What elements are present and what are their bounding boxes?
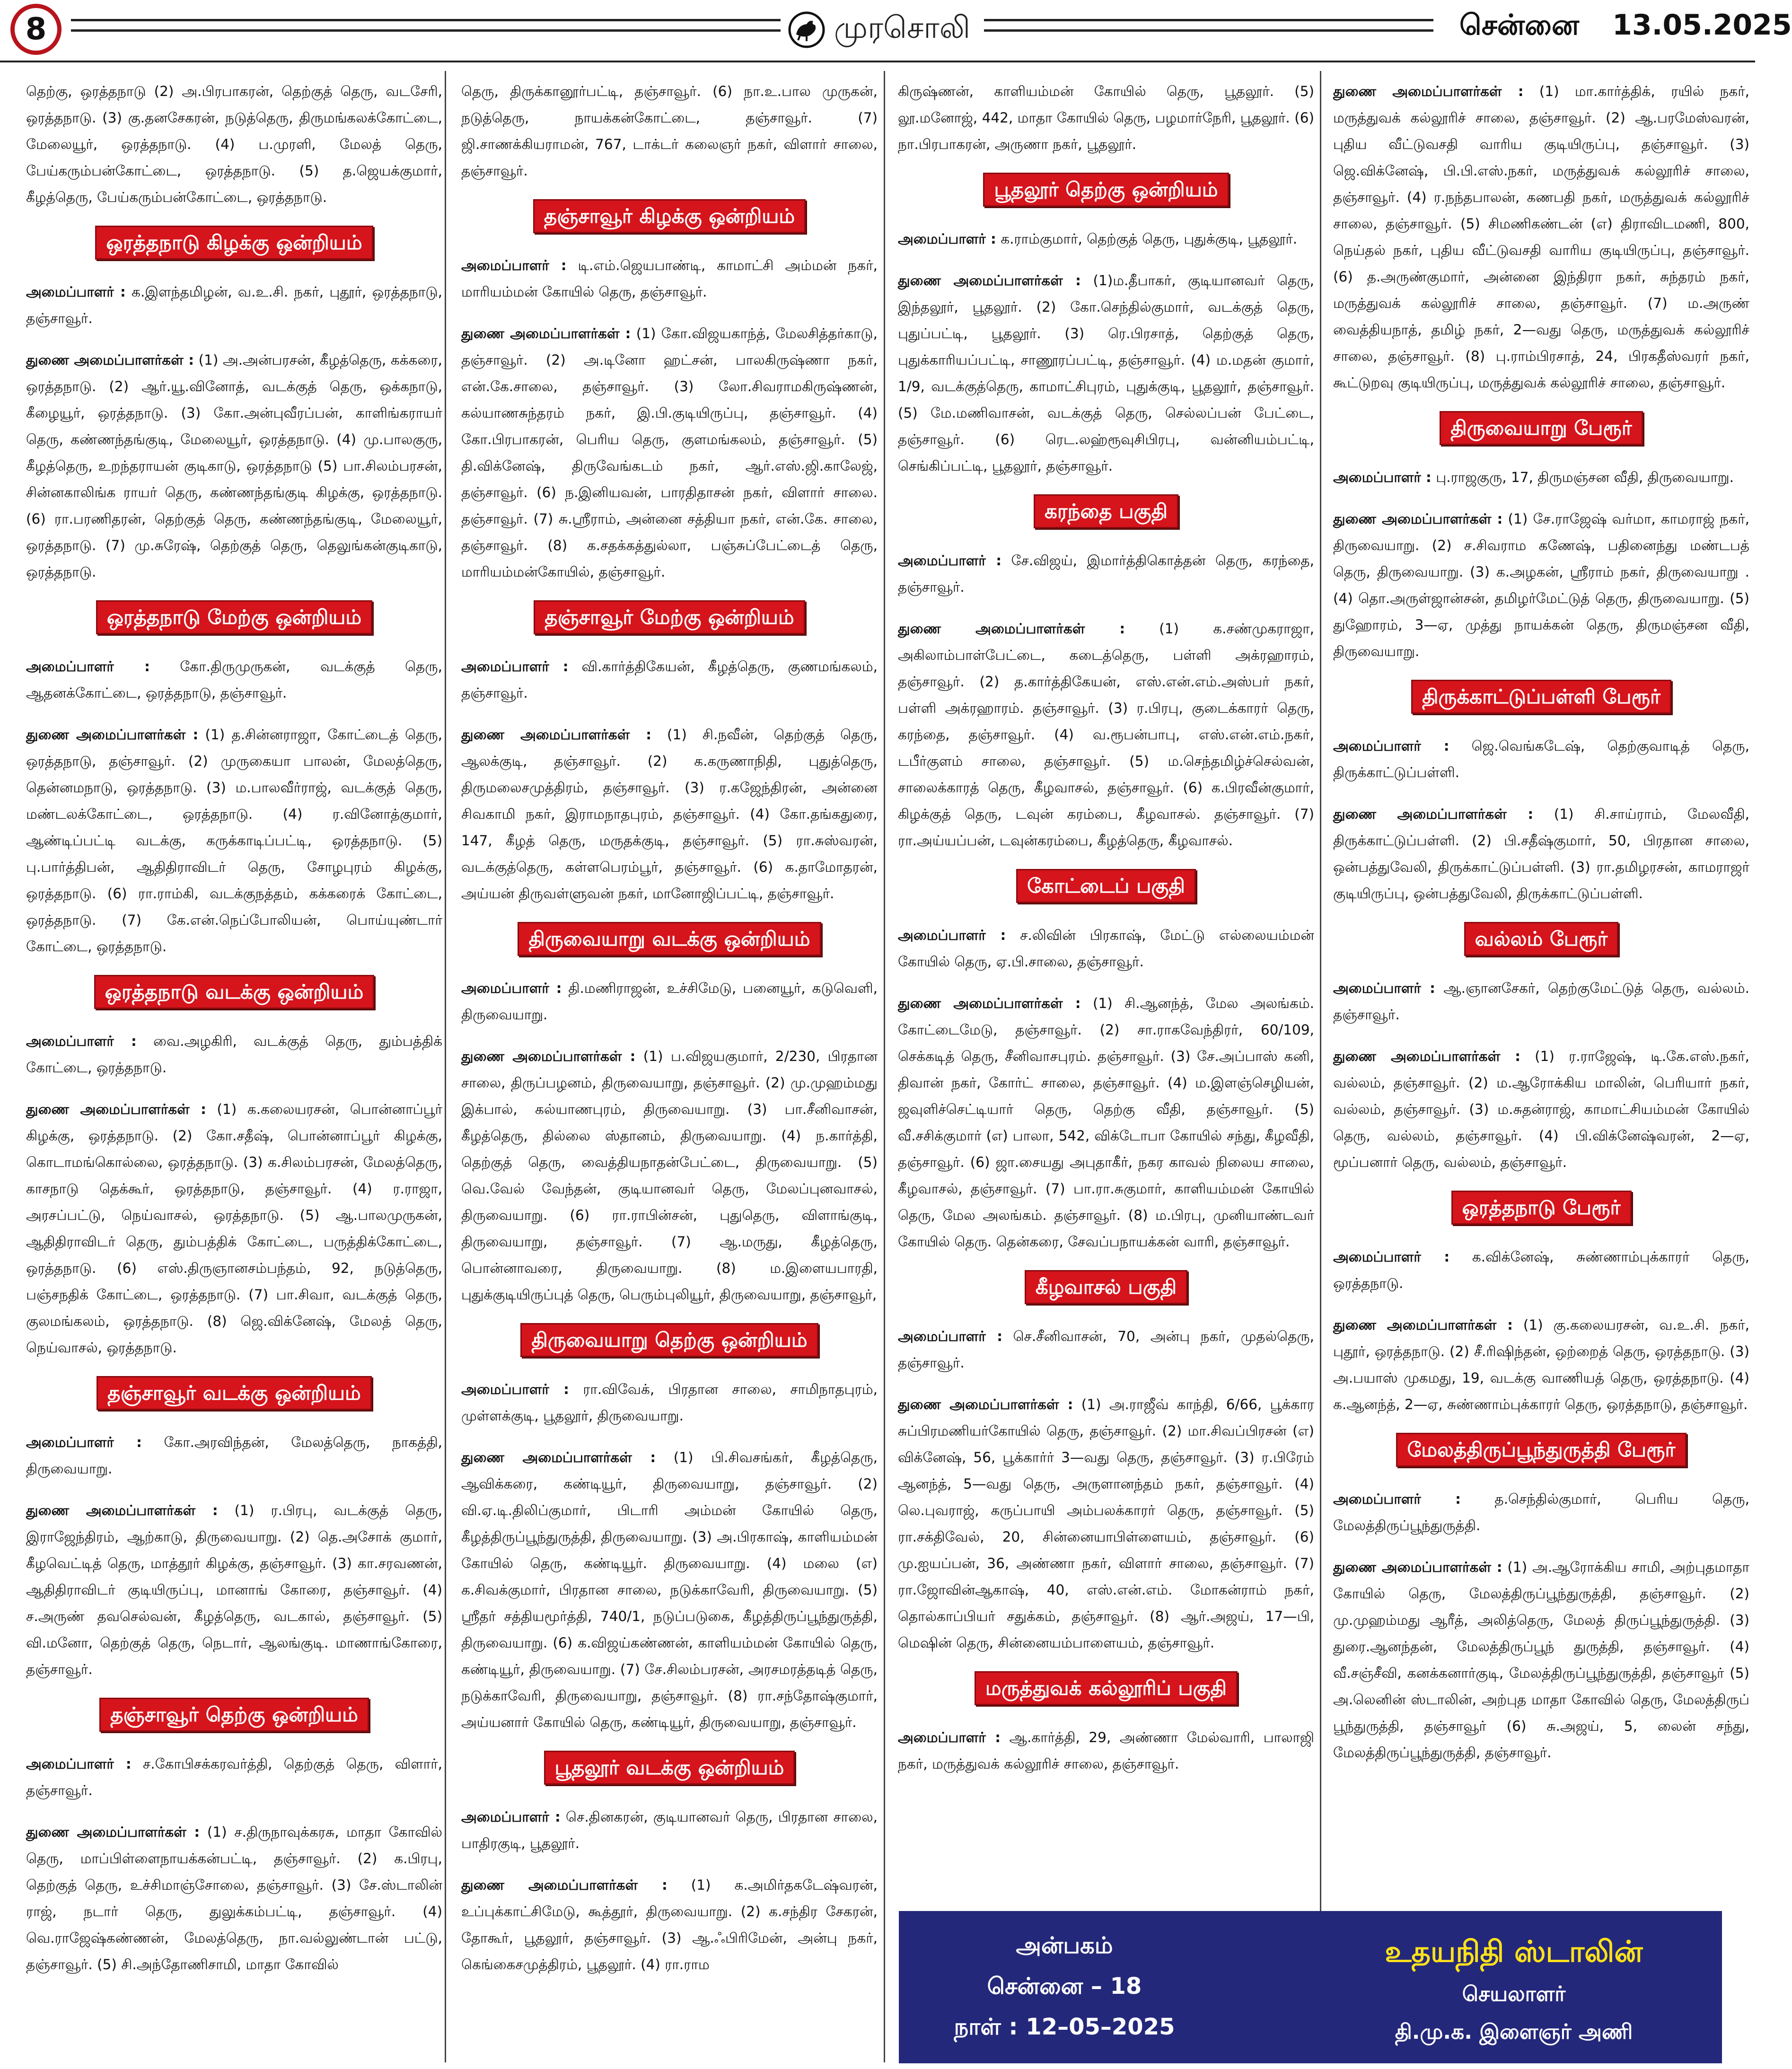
role-label: அமைப்பாளர் :: [26, 658, 150, 675]
role-label: துணை அமைப்பாளர்கள் :: [26, 1824, 200, 1840]
role-label: துணை அமைப்பாளர்கள் :: [1333, 511, 1503, 527]
deputy-entry: [898, 615, 1314, 854]
section-heading-label: ஒரத்தநாடு பேரூர்: [1451, 1191, 1632, 1225]
deputy-entry: [1333, 1554, 1749, 1766]
body-paragraph: தெற்கு, ஒரத்தநாடு (2) அ.பிரபாகரன், தெற்குத் தெரு, வடசேரி, ஒரத்தநாடு. (3) கு.தனசேகரன், நடுத்தெரு, திருமங்கலக்கோட்டை, மேலையூர், ஒரத்தநாடு. (4) ப.முரளி, மேலத் தெரு, பேய்கரும்பன்கோட்டை, ஒரத்தநாடு. (5) த.ஜெயக்குமார், கீழத்தெரு, பேய்கரும்பன்கோட்டை, ஒரத்தநாடு.: [26, 83, 442, 205]
section-heading-label: கரந்தை பகுதி: [1034, 494, 1178, 528]
role-label: அமைப்பாளர் :: [898, 1729, 1001, 1745]
role-label: அமைப்பாளர் :: [1333, 469, 1432, 485]
organiser-entry: [898, 226, 1314, 252]
signature-notice-box: [899, 1911, 1722, 2063]
section-heading-label: பூதலூர் தெற்கு ஒன்றியம்: [983, 173, 1229, 207]
entry-text: (1) சி.சாய்ராம், மேலவீதி, திருக்காட்டுப்பள்ளி. (2) பி.சதீஷ்குமார், 50, பிரதான சாலை, ஒன்பத்துவேலி, திருக்காட்டுப்பள்ளி. (3) ரா.தமிழரசன், காமராஜர் குடியிருப்பு, ஒன்பத்துவேலி, திருக்காட்டுப்பள்ளி.: [1333, 806, 1749, 902]
section-heading: [898, 869, 1314, 903]
organiser-entry: [898, 1323, 1314, 1376]
edition-info: [1459, 9, 1792, 45]
deputy-entry: [26, 347, 442, 585]
role-label: துணை அமைப்பாளர்கள் :: [26, 352, 194, 368]
deputy-entry: [461, 320, 878, 585]
masthead-title: முரசொலி: [834, 10, 970, 45]
organiser-entry: [1333, 1486, 1749, 1539]
column-3: [898, 78, 1314, 1792]
section-heading: [898, 494, 1314, 528]
notice-city: சென்னை – 18: [987, 1973, 1142, 1999]
section-heading-label: திருவையாறு வடக்கு ஒன்றியம்: [518, 922, 821, 956]
role-label: அமைப்பாளர் :: [1333, 738, 1449, 754]
section-heading: [461, 1751, 878, 1785]
role-label: அமைப்பாளர் :: [26, 1434, 142, 1450]
entry-text: (1) க.கலையரசன், பொன்னாப்பூர் கிழக்கு, ஒரத்தநாடு. (2) கோ.சதீஷ், பொன்னாப்பூர் கிழக்கு, கொடாமங்கொல்லை, ஒரத்தநாடு. (3) க.சிலம்பரசன், மேலத்தெரு, காசநாடு தெக்கூர், ஒரத்தநாடு, தஞ்சாவூர். (4) ர.ராஜா, அரசப்பட்டு, நெய்வாசல், ஒரத்தநாடு. (5) ஆ.பாலமுருகன், ஆதிதிராவிடர் தெரு, தும்பத்திக் கோட்டை, பருத்திக்கோட்டை, ஒரத்தநாடு. (6) எஸ்.திருஞானசம்பந்தம், 92, நடுத்தெரு, பஞ்சநதிக் கோட்டை, ஒரத்தநாடு. (7) பா.சிவா, வடக்குத் தெரு, குலமங்கலம், ஒரத்தநாடு. (8) ஜெ.விக்னேஷ், மேலத் தெரு, நெய்வாசல், ஒரத்தநாடு.: [26, 1101, 442, 1356]
entry-text: கோ.திருமுருகன், வடக்குத் தெரு, ஆதனக்கோட்டை, ஒரத்தநாடு, தஞ்சாவூர்.: [26, 658, 442, 701]
notice-date: நாள் : 12–05–2025: [954, 2014, 1175, 2040]
role-label: அமைப்பாளர் :: [461, 980, 562, 996]
entry-text: ஆ.ஞானசேகர், தெற்குமேட்டுத் தெரு, வல்லம். தஞ்சாவூர்.: [1333, 980, 1749, 1023]
section-heading-label: வல்லம் பேரூர்: [1464, 922, 1619, 956]
entry-text: சே.விஜய், இமார்த்திகொத்தன் தெரு, கரந்தை, தஞ்சாவூர்.: [898, 552, 1314, 595]
section-heading: [898, 173, 1314, 207]
entry-text: (1) பி.சிவசங்கர், கீழத்தெரு, ஆவிக்கரை, கண்டியூர், திருவையாறு, தஞ்சாவூர். (2) வி.ஏ.டி.திலிப்குமார், பிடாரி அம்மன் கோயில் தெரு, கீழத்திருப்பூந்துருத்தி, திருவையாறு. (3) அ.பிரகாஷ், காளியம்மன் கோயில் தெரு, கண்டியூர். திருவையாறு. (4) மலை (எ) க.சிவக்குமார், பிரதான சாலை, நடுக்காவேரி, திருவையாறு. (5) ஸ்ரீதர் சத்தியமூர்த்தி, 740/1, நடுப்படுகை, கீழத்திருப்பூந்துருத்தி, திருவையாறு. (6) க.விஜய்கண்ணன், காளியம்மன் கோயில் தெரு, கண்டியூர், திருவையாறு. (7) சே.சிலம்பரசன், அரசமரத்தடித் தெரு, நடுக்காவேரி, திருவையாறு, தஞ்சாவூர். (8) ரா.சந்தோஷ்குமார், அய்யனார் கோயில் தெரு, கண்டியூர், திருவையாறு, தஞ்சாவூர்.: [461, 1449, 878, 1730]
entry-text: ஆ.கார்த்தி, 29, அண்ணா மேல்வாரி, பாலாஜி நகர், மருத்துவக் கல்லூரிச் சாலை, தஞ்சாவூர்.: [898, 1729, 1314, 1772]
header-rule: [984, 29, 1433, 32]
entry-text: வி.கார்த்திகேயன், கீழத்தெரு, குணமங்கலம், தஞ்சாவூர்.: [461, 658, 878, 701]
section-heading-label: ஒரத்தநாடு மேற்கு ஒன்றியம்: [96, 600, 372, 634]
organiser-entry: [26, 653, 442, 706]
entry-text: (1) மா.கார்த்திக், ரயில் நகர், மருத்துவக் கல்லூரிச் சாலை, தஞ்சாவூர். (2) ஆ.பரமேஸ்வரன், புதிய வீட்டுவசதி வாரிய குடியிருப்பு, தஞ்சாவூர். (3) ஜெ.விக்னேஷ், பி.பி.எஸ்.நகர், மருத்துவக் கல்லூரிச் சாலை, தஞ்சாவூர். (4) ர.நந்தபாலன், கணபதி நகர், மருத்துவக் கல்லூரிச் சாலை, தஞ்சாவூர். (5) சிமணிகண்டன் (எ) திராவிடமணி, 800, நெய்தல் நகர், புதிய வீட்டுவசதி வாரிய குடியிருப்பு, தஞ்சாவூர். (6) த.அருண்குமார், அன்னை இந்திரா நகர், சுந்தரம் நகர், மருத்துவக் கல்லூரிச் சாலை, தஞ்சாவூர். (7) ம.அருண் வைத்தியநாத், தமிழ் நகர், 2—வது தெரு, மருத்துவக் கல்லூரிச் சாலை, தஞ்சாவூர். (8) பு.ராம்பிரசாத், 24, பிரகதீஸ்வரர் நகர், கூட்டுறவு குடியிருப்பு, மருத்துவக் கல்லூரிச் சாலை, தஞ்சாவூர்.: [1333, 83, 1749, 391]
entry-text: க.விக்னேஷ், சுண்ணாம்புக்காரர் தெரு, ஒரத்தநாடு.: [1333, 1249, 1749, 1291]
organiser-entry: [26, 1429, 442, 1482]
role-label: அமைப்பாளர் :: [1333, 1249, 1450, 1265]
entry-text: (1) ப.விஜயகுமார், 2/230, பிரதான சாலை, திருப்பழனம், திருவையாறு, தஞ்சாவூர். (2) மு.முஹம்மது இக்பால், கல்யாணபுரம், திருவையாறு. (3) பா.சீனிவாசன், கீழத்தெரு, தில்லை ஸ்தானம், திருவையாறு. (4) ந.கார்த்தி, தெற்குத் தெரு, வைத்தியநாதன்பேட்டை, திருவையாறு. (5) வெ.வேல் வேந்தன், குடியானவர் தெரு, மேலப்புனவாசல், திருவையாறு. (6) ரா.ராபின்சன், புதுதெரு, விளாங்குடி, திருவையாறு, தஞ்சாவூர். (7) ஆ.மருது, கீழத்தெரு, பொன்னாவரை, திருவையாறு. (8) ம.இளையபாரதி, புதுக்குடியிருப்புத் தெரு, பெரும்புலியூர், திருவையாறு, தஞ்சாவூர்,: [461, 1048, 878, 1303]
column-2: [461, 78, 878, 1993]
edition-date: 13.05.2025: [1612, 9, 1792, 42]
section-heading-label: மேலத்திருப்பூந்துருத்தி பேரூர்: [1396, 1433, 1686, 1467]
role-label: துணை அமைப்பாளர்கள் :: [898, 272, 1081, 289]
organiser-entry: [898, 547, 1314, 600]
section-heading: [461, 922, 878, 956]
signatory-name: உதயநிதி ஸ்டாலின்: [1385, 1934, 1643, 1969]
entry-text: க.ராம்குமார், தெற்குத் தெரு, புதுக்குடி, பூதலூர்.: [996, 231, 1298, 247]
masthead-block: [788, 9, 970, 51]
section-heading: [898, 1671, 1314, 1705]
deputy-entry: [1333, 78, 1749, 396]
entry-text: (1) கு.கலையரசன், வ.உ.சி. நகர், புதூர், ஒரத்தநாடு. (2) சீ.ரிஷிந்தன், ஒற்றைத் தெரு, ஒரத்தநாடு. (3) அ.பயாஸ் முகமது, 19, வடக்கு வாணியத் தெரு, ஒரத்தநாடு. (4) க.ஆனந்த், 2—ஏ, சுண்ணாம்புக்காரர் தெரு, ஒரத்தநாடு, தஞ்சாவூர்.: [1333, 1317, 1749, 1412]
section-heading: [461, 600, 878, 634]
section-heading-label: திருவையாறு தெற்கு ஒன்றியம்: [520, 1323, 818, 1357]
notice-place: அன்பகம்: [1016, 1932, 1113, 1959]
role-label: அமைப்பாளர் :: [26, 1756, 132, 1772]
entry-text: செ.சீனிவாசன், 70, அன்பு நகர், முதல்தெரு, தஞ்சாவூர்.: [898, 1328, 1315, 1371]
deputy-entry: [461, 1043, 878, 1308]
role-label: துணை அமைப்பாளர்கள் :: [26, 1101, 206, 1117]
section-heading: [1333, 411, 1749, 445]
page-number: 8: [10, 4, 61, 55]
entry-text: க.இளந்தமிழன், வ.உ.சி. நகர், புதூர், ஒரத்தநாடு, தஞ்சாவூர்.: [26, 284, 442, 326]
role-label: துணை அமைப்பாளர்கள் :: [461, 1877, 668, 1893]
section-heading-label: தஞ்சாவூர் மேற்கு ஒன்றியம்: [534, 600, 805, 634]
section-heading-label: தஞ்சாவூர் கிழக்கு ஒன்றியம்: [533, 199, 806, 233]
entry-text: வை.அழகிரி, வடக்குத் தெரு, தும்பத்திக் கோட்டை, ஒரத்தநாடு.: [26, 1033, 442, 1076]
entry-text: (1) த.சின்னராஜா, கோட்டைத் தெரு, ஒரத்தநாடு, தஞ்சாவூர். (2) முருகையா பாலன், மேலத்தெரு, தென்னமநாடு, ஒரத்தநாடு. (3) ம.பாலவீர்ராஜ், வடக்குத் தெரு, மண்டலக்கோட்டை, ஒரத்தநாடு. (4) ர.வினோத்குமார், ஆண்டிப்பட்டி வடக்கு, கருக்காடிப்பட்டி, ஒரத்தநாடு. (5) பு.பார்த்திபன், ஆதிதிராவிடர் தெரு, சோழபுரம் கிழக்கு, ஒரத்தநாடு. (6) ரா.ராம்கி, வடக்குநத்தம், கக்கரைக் கோட்டை, ஒரத்தநாடு. (7) கே.என்.நெப்போலியன், பொய்யுண்டார் கோட்டை, ஒரத்தநாடு.: [26, 727, 442, 955]
section-heading-label: ஒரத்தநாடு கிழக்கு ஒன்றியம்: [95, 226, 373, 260]
role-label: அமைப்பாளர் :: [1333, 1491, 1461, 1507]
section-heading: [1333, 680, 1749, 714]
entry-text: (1) அ.ஆரோக்கிய சாமி, அற்புதமாதா கோயில் தெரு, மேலத்திருப்பூந்துருத்தி, தஞ்சாவூர். (2) மு.முஹம்மது ஆரீத், அலித்தெரு, மேலத் திருப்பூந்துருத்தி. (3) துரை.ஆனந்தன், மேலத்திருப்பூந் துருத்தி, தஞ்சாவூர். (4) வீ.சஞ்சீவி, கனக்கனார்குடி, மேலத்திருப்பூந்துருத்தி, தஞ்சாவூர் (5) அ.லெனின் ஸ்டாலின், அற்புத மாதா கோவில் தெரு, மேலத்திருப் பூந்துருத்தி, தஞ்சாவூர் (6) சு.அஜய், 5, லைன் சந்து, மேலத்திருப்பூந்துருத்தி, தஞ்சாவூர்.: [1333, 1559, 1749, 1761]
organiser-entry: [26, 1028, 442, 1081]
edition-city: சென்னை: [1459, 9, 1580, 42]
organiser-entry: [1333, 733, 1749, 786]
section-heading-label: தஞ்சாவூர் வடக்கு ஒன்றியம்: [97, 1376, 372, 1410]
entry-text: (1) ர.பிரபு, வடக்குத் தெரு, இராஜேந்திரம், ஆற்காடு, திருவையாறு. (2) தெ.அசோக் குமார், கீழவெட்டித் தெரு, மாத்தூர் கிழக்கு, தஞ்சாவூர். (3) கா.சரவணன், ஆதிதிராவிடர் குடியிருப்பு, மானாங் கோரை, தஞ்சாவூர். (4) ச.அருண் தவசெல்வன், கீழத்தெரு, வடகால், தஞ்சாவூர். (5) வி.மனோ, தெற்குத் தெரு, நெடார், ஆலங்குடி. மாணாங்கோரை, தஞ்சாவூர்.: [26, 1502, 443, 1677]
section-heading: [26, 1698, 442, 1732]
notice-place-date: [918, 1925, 1211, 2047]
organiser-entry: [1333, 464, 1749, 491]
role-label: அமைப்பாளர் :: [898, 231, 996, 247]
role-label: அமைப்பாளர் :: [461, 658, 569, 675]
role-label: துணை அமைப்பாளர்கள் :: [461, 1449, 656, 1465]
header-rule: [984, 19, 1433, 21]
header-rule: [71, 29, 781, 32]
entry-text: (1)ம.தீபாகர், குடியானவர் தெரு, இந்தலூர், பூதலூர். (2) கோ.செந்தில்குமார், வடக்குத் தெரு, புதுப்பட்டி, பூதலூர். (3) ரெ.பிரசாத், தெற்குத் தெரு, புதுக்காரியப்பட்டி, சாணூரப்பட்டி, தஞ்சாவூர். (4) ம.மதன் குமார், 1/9, வடக்குத்தெரு, காமாட்சிபுரம், புதுக்குடி, பூதலூர், தஞ்சாவூர். (5) மே.மணிவாசன், வடக்குத் தெரு, செல்லப்பன் பேட்டை, தஞ்சாவூர். (6) ரெட.லஹ்ரூவுசிபிரபு, வன்னியம்பட்டி, செங்கிப்பட்டி, பூதலூர், தஞ்சாவூர்.: [898, 272, 1314, 474]
entry-text: (1) ச.திருநாவுக்கரசு, மாதா கோவில் தெரு, மாப்பிள்ளைநாயக்கன்பட்டி, தஞ்சாவூர். (2) க.பிரபு, தெற்குத் தெரு, உச்சிமாஞ்சோலை, தஞ்சாவூர். (3) சே.ஸ்டாலின் ராஜ், நடார் தெரு, துலுக்கம்பட்டி, தஞ்சாவூர். (4) வெ.ராஜேஷ்கண்ணன், மேலத்தெரு, நா.வல்லுண்டான் பட்டு, தஞ்சாவூர். (5) சி.அந்தோணிசாமி, மாதா கோவில்: [26, 1824, 442, 1973]
deputy-entry: [1333, 1043, 1749, 1175]
role-label: துணை அமைப்பாளர்கள் :: [898, 995, 1081, 1011]
section-heading: [26, 1376, 442, 1410]
role-label: துணை அமைப்பாளர்கள் :: [1333, 1048, 1521, 1064]
deputy-entry: [461, 1444, 878, 1736]
deputy-entry: [26, 1819, 442, 1978]
section-heading-label: ஒரத்தநாடு வடக்கு ஒன்றியம்: [94, 975, 375, 1009]
deputy-entry: [898, 1391, 1314, 1656]
deputy-entry: [1333, 1312, 1749, 1418]
entry-text: ஜெ.வெங்கடேஷ், தெற்குவாடித் தெரு, திருக்காட்டுப்பள்ளி.: [1333, 738, 1749, 780]
role-label: அமைப்பாளர் :: [1333, 980, 1435, 996]
header-rule: [71, 19, 781, 21]
entry-text: (1) அ.அன்பரசன், கீழத்தெரு, கக்கரை, ஒரத்தநாடு. (2) ஆர்.யூ.வினோத், வடக்குத் தெரு, ஒக்கநாடு, கீழையூர், ஒரத்தநாடு. (3) கோ.அன்புவீரப்பன், காளிங்கராயர் தெரு, கண்ணந்தங்குடி, மேலையூர், ஒரத்தநாடு. (4) மு.பாலகுரு, கீழத்தெரு, உறந்தராயன் குடிகாடு, ஒரத்தநாடு (5) பா.சிலம்பரசன், சின்னகாலிங்க ராயர் தெரு, கண்ணந்தங்குடி கிழக்கு, ஒரத்தநாடு. (6) ரா.பரணிதரன், தெற்குத் தெரு, கண்ணந்தங்குடி, மேலையூர், ஒரத்தநாடு. (7) மு.சுரேஷ், தெற்குத் தெரு, தெலுங்கன்குடிகாடு, ஒரத்தநாடு.: [26, 352, 442, 580]
column-divider: [884, 71, 885, 2062]
deputy-entry: [898, 267, 1314, 479]
section-heading-label: பூதலூர் வடக்கு ஒன்றியம்: [544, 1751, 795, 1785]
entry-text: கோ.அரவிந்தன், மேலத்தெரு, நாகத்தி, திருவையாறு.: [26, 1434, 442, 1477]
column-1: [26, 78, 442, 1993]
section-heading-label: மருத்துவக் கல்லூரிப் பகுதி: [975, 1671, 1238, 1705]
entry-text: (1) கோ.விஜயகாந்த், மேலசித்தர்காடு, தஞ்சாவூர். (2) அ.டினோ ஹட்சன், பாலகிருஷ்ணா நகர், என்.கே.சாலை, தஞ்சாவூர். (3) லோ.சிவராமகிருஷ்ணன், கல்யாணசுந்தரம் நகர், இ.பி.குடியிருப்பு, தஞ்சாவூர். (4) கோ.பிரபாகரன், பெரிய தெரு, குளமங்கலம், தஞ்சாவூர். (5) தி.விக்னேஷ், திருவேங்கடம் நகர், ஆர்.எஸ்.ஜி.காலேஜ், தஞ்சாவூர். (6) ந.இனியவன், பாரதிதாசன் நகர், விளார் சாலை. தஞ்சாவூர். (7) சு.ஸ்ரீராம், அன்னை சத்தியா நகர், என்.கே. சாலை, தஞ்சாவூர். (8) க.சதக்கத்துல்லா, பஞ்சுப்பேட்டைத் தெரு, மாரியம்மன்கோயில், தஞ்சாவூர்.: [461, 325, 878, 580]
role-label: துணை அமைப்பாளர்கள் :: [898, 621, 1125, 637]
role-label: துணை அமைப்பாளர்கள் :: [898, 1396, 1073, 1412]
deputy-entry: [461, 721, 878, 907]
section-heading-label: கோட்டைப் பகுதி: [1016, 869, 1196, 903]
signatory-organisation: தி.மு.க. இளைஞர் அணி: [1395, 2020, 1633, 2044]
role-label: துணை அமைப்பாளர்கள் :: [1333, 1559, 1502, 1575]
organiser-entry: [898, 1724, 1314, 1777]
organiser-entry: [898, 922, 1314, 975]
deputy-entry: [898, 990, 1314, 1255]
role-label: அமைப்பாளர் :: [461, 257, 567, 273]
section-heading: [1333, 922, 1749, 956]
body-paragraph: கிருஷ்ணன், காளியம்மன் கோயில் தெரு, பூதலூர். (5) லூ.மனோஜ், 442, மாதா கோயில் தெரு, பழமார்நேரி, பூதலூர். (6) நா.பிரபாகரன், அருணா நகர், பூதலூர்.: [898, 83, 1314, 152]
deputy-entry: [26, 1096, 442, 1361]
role-label: அமைப்பாளர் :: [898, 1328, 1002, 1344]
role-label: துணை அமைப்பாளர்கள் :: [461, 1048, 636, 1064]
body-paragraph: தெரு, திருக்கானூர்பட்டி, தஞ்சாவூர். (6) நா.உ.பால முருகன், நடுத்தெரு, நாயக்கன்கோட்டை, தஞ்சாவூர். (7) ஜி.சாணக்கியராமன், 767, டாக்டர் கலைஞர் நகர், விளார் சாலை, தஞ்சாவூர்.: [461, 83, 878, 179]
section-heading: [26, 600, 442, 634]
organiser-entry: [461, 653, 878, 706]
section-heading: [461, 199, 878, 233]
entry-text: ச.கோபிசக்கரவர்த்தி, தெற்குத் தெரு, விளார், தஞ்சாவூர்.: [26, 1756, 442, 1798]
entry-text: த.செந்தில்குமார், பெரிய தெரு, மேலத்திருப்பூந்துருத்தி.: [1333, 1491, 1750, 1534]
entry-text: (1) ர.ராஜேஷ், டி.கே.எஸ்.நகர், வல்லம், தஞ்சாவூர். (2) ம.ஆரோக்கிய மாலின், பெரியார் நகர், வல்லம், தஞ்சாவூர். (3) ம.சுதன்ராஜ், காமாட்சியம்மன் கோயில் தெரு, வல்லம், தஞ்சாவூர். (4) பி.விக்னேஷ்வரன், 2—ஏ, மூப்பனார் தெரு, வல்லம், தஞ்சாவூர்.: [1333, 1048, 1749, 1170]
column-4: [1333, 78, 1749, 1781]
section-heading: [26, 226, 442, 260]
rooster-logo-icon: [788, 11, 826, 49]
role-label: துணை அமைப்பாளர்கள் :: [461, 325, 631, 342]
page-header: [0, 0, 1792, 61]
role-label: துணை அமைப்பாளர்கள் :: [1333, 1317, 1513, 1333]
section-heading: [1333, 1433, 1749, 1467]
section-heading: [898, 1270, 1314, 1304]
entry-text: தி.மணிராஜன், உச்சிமேடு, பனையூர், கடுவெளி, திருவையாறு.: [461, 980, 878, 1023]
organiser-entry: [1333, 1244, 1749, 1297]
entry-text: (1) சே.ராஜேஷ் வர்மா, காமராஜ் நகர், திருவையாறு. (2) ச.சிவராம கணேஷ், பதினைந்து மண்டபத் தெரு, திருவையாறு. (3) க.அழகன், ஸ்ரீராம் நகர், திருவையாறு . (4) தொ.அருள்ஜான்சன், தமிழர்மேட்டுத் தெரு, திருவையாறு. (5) துஹோரம், 3—ஏ, முத்து நாயக்கன் தெரு, திருமஞ்சன வீதி, திருவையாறு.: [1333, 511, 1749, 659]
role-label: துணை அமைப்பாளர்கள் :: [1333, 83, 1524, 99]
deputy-entry: [26, 721, 442, 960]
organiser-entry: [1333, 975, 1749, 1028]
section-heading: [1333, 1191, 1749, 1225]
entry-text: செ.தினகரன், குடியானவர் தெரு, பிரதான சாலை, பாதிரகுடி, பூதலூர்.: [461, 1809, 878, 1851]
organiser-entry: [461, 1376, 878, 1429]
entry-text: (1) சி.ஆனந்த், மேல அலங்கம். கோட்டைமேடு, தஞ்சாவூர். (2) சா.ராகவேந்திரர், 60/109, செக்கடித் தெரு, சீனிவாசபுரம். தஞ்சாவூர். (3) சே.அப்பாஸ் கனி, திவான் நகர், கோர்ட் சாலை, தஞ்சாவூர். (4) ம.இளஞ்செழியன், ஜவுளிச்செட்டியார் தெரு, தெற்கு வீதி, தஞ்சாவூர். (5) வீ.சசிக்குமார் (எ) பாலா, 542, விக்டோபா கோயில் சந்து, கீழவீதி, தஞ்சாவூர். (6) ஜா.சையது அபுதாகீர், நகர காவல் நிலைய சாலை, கீழவாசல், தஞ்சாவூர். (7) பா.ரா.சுகுமார், காளியம்மன் கோயில் தெரு, மேல அலங்கம். தஞ்சாவூர். (8) ம.பிரபு, முனியாண்டவர் கோயில் தெரு. தென்கரை, சேவப்பநாயக்கன் வாரி, தஞ்சாவூர்.: [898, 995, 1314, 1250]
entry-text: ச.லிவின் பிரகாஷ், மேட்டு எல்லையம்மன் கோயில் தெரு, ஏ.பி.சாலை, தஞ்சாவூர்.: [898, 927, 1314, 970]
column-divider: [1320, 71, 1321, 2062]
role-label: அமைப்பாளர் :: [461, 1809, 561, 1825]
organiser-entry: [461, 975, 878, 1028]
organiser-entry: [461, 252, 878, 305]
entry-text: பு.ராஜகுரு, 17, திருமஞ்சன வீதி, திருவையாறு.: [1431, 469, 1734, 485]
entry-text: (1) சி.நவீன், தெற்குத் தெரு, ஆலக்குடி, தஞ்சாவூர். (2) க.கருணாநிதி, புதுத்தெரு, திருமலைசமுத்திரம், தஞ்சாவூர். (3) ர.கஜேந்திரன், அன்னை சிவகாமி நகர், இராமநாதபுரம், தஞ்சாவூர். (4) கோ.தங்கதுரை, 147, கீழத் தெரு, மருதக்குடி, தஞ்சாவூர். (5) ரா.சுஸ்வரன், வடக்குத்தெரு, கள்ளபெரம்பூர், தஞ்சாவூர். (6) க.தாமோதரன், அய்யன் திருவள்ளுவன் நகர், மானோஜிப்பட்டி, தஞ்சாவூர்.: [461, 727, 878, 902]
header-bottom-rule: [0, 61, 1755, 62]
notice-signatory: [1325, 1928, 1703, 2051]
deputy-entry: [461, 1872, 878, 1978]
entry-text: (1) க.சண்முகராஜா, அகிலாம்பாள்பேட்டை, கடைத்தெரு, பள்ளி அக்ரஹாரம், தஞ்சாவூர். (2) த.கார்த்திகேயன், எஸ்.என்.எம்.அஸ்பர் நகர், பள்ளி அக்ரஹாரம். தஞ்சாவூர். (3) ர.பிரபு, குடைக்காரர் தெரு, கரந்தை, தஞ்சாவூர். (4) வ.ரூபன்பாபு, எஸ்.என்.எம்.நகர், டபீர்குளம் சாலை, தஞ்சாவூர். (5) ம.செந்தமிழ்ச்செல்வன், சாலைக்காரத் தெரு, கீழவாசல், தஞ்சாவூர். (6) க.பிரவீன்குமார், கிழக்குத் தெரு, டவுன் கரம்பை, கீழவாசல். தஞ்சாவூர். (7) ரா.அய்யப்பன், டவுன்கரம்பை, கீழத்தெரு, கீழவாசல்.: [898, 621, 1314, 849]
organiser-entry: [461, 1804, 878, 1857]
role-label: துணை அமைப்பாளர்கள் :: [461, 727, 651, 743]
deputy-entry: [1333, 801, 1749, 907]
role-label: துணை அமைப்பாளர்கள் :: [1333, 806, 1534, 822]
role-label: அமைப்பாளர் :: [898, 927, 1006, 943]
role-label: அமைப்பாளர் :: [26, 284, 126, 300]
entry-text: (1) அ.ராஜீவ் காந்தி, 6/66, பூக்கார சுப்பிரமணியர்கோயில் தெரு, தஞ்சாவூர். (2) மா.சிவப்பிரசன் (எ) விக்னேஷ், 56, பூக்கார்ர் 3—வது தெரு, தஞ்சாவூர். (3) ர.பிரேம் ஆனந்த், 5—வது தெரு, அருளானந்தம் நகர், தஞ்சாவூர். (4) லெ.புவராஜ், கருப்பாயி அம்பலக்காரர் தெரு, தஞ்சாவூர். (5) ரா.சக்திவேல், 20, சின்னையாபிள்ளையம், தஞ்சாவூர். (6) மு.ஐயப்பன், 36, அண்ணா நகர், விளார் சாலை, தஞ்சாவூர். (7) ரா.ஜோவின்ஆகாஷ், 40, எஸ்.என்.எம். மோகன்ராம் நகர், தொல்காப்பியர் சதுக்கம், தஞ்சாவூர். (8) ஆர்.அஜய், 17—பி, மெஷின் தெரு, சின்னையம்பாளையம், தஞ்சாவூர்.: [898, 1396, 1314, 1651]
organiser-entry: [26, 279, 442, 332]
column-divider: [445, 71, 446, 2062]
section-heading-label: கீழவாசல் பகுதி: [1025, 1270, 1187, 1304]
section-heading: [461, 1323, 878, 1357]
signatory-role: செயலாளர்: [1462, 1982, 1566, 2006]
entry-text: டி.எம்.ஜெயபாண்டி, காமாட்சி அம்மன் நகர், மாரியம்மன் கோயில் தெரு, தஞ்சாவூர்.: [461, 257, 878, 300]
role-label: துணை அமைப்பாளர்கள் :: [26, 727, 199, 743]
entry-text: ரா.விவேக், பிரதான சாலை, சாமிநாதபுரம், முள்ளக்குடி, பூதலூர், திருவையாறு.: [461, 1381, 878, 1424]
entry-text: (1) க.அமிர்தகடேஷ்வரன், உப்புக்காட்சிமேடு, கூத்தூர், திருவையாறு. (2) க.சந்திர சேகரன், தோகூர், பூதலூர், தஞ்சாவூர். (3) ஆ.ஃபிரிமேன், அன்பு நகர், கெங்கைசமுத்திரம், பூதலூர். (4) ரா.ராம: [461, 1877, 878, 1973]
organiser-entry: [26, 1751, 442, 1804]
section-heading-label: திருக்காட்டுப்பள்ளி பேரூர்: [1411, 680, 1671, 714]
role-label: துணை அமைப்பாளர்கள் :: [26, 1502, 218, 1518]
section-heading-label: தஞ்சாவூர் தெற்கு ஒன்றியம்: [99, 1698, 369, 1732]
section-heading: [26, 975, 442, 1009]
section-heading-label: திருவையாறு பேரூர்: [1440, 411, 1643, 445]
role-label: அமைப்பாளர் :: [26, 1033, 137, 1049]
role-label: அமைப்பாளர் :: [461, 1381, 569, 1397]
deputy-entry: [1333, 506, 1749, 665]
deputy-entry: [26, 1497, 442, 1683]
role-label: அமைப்பாளர் :: [898, 552, 1002, 569]
